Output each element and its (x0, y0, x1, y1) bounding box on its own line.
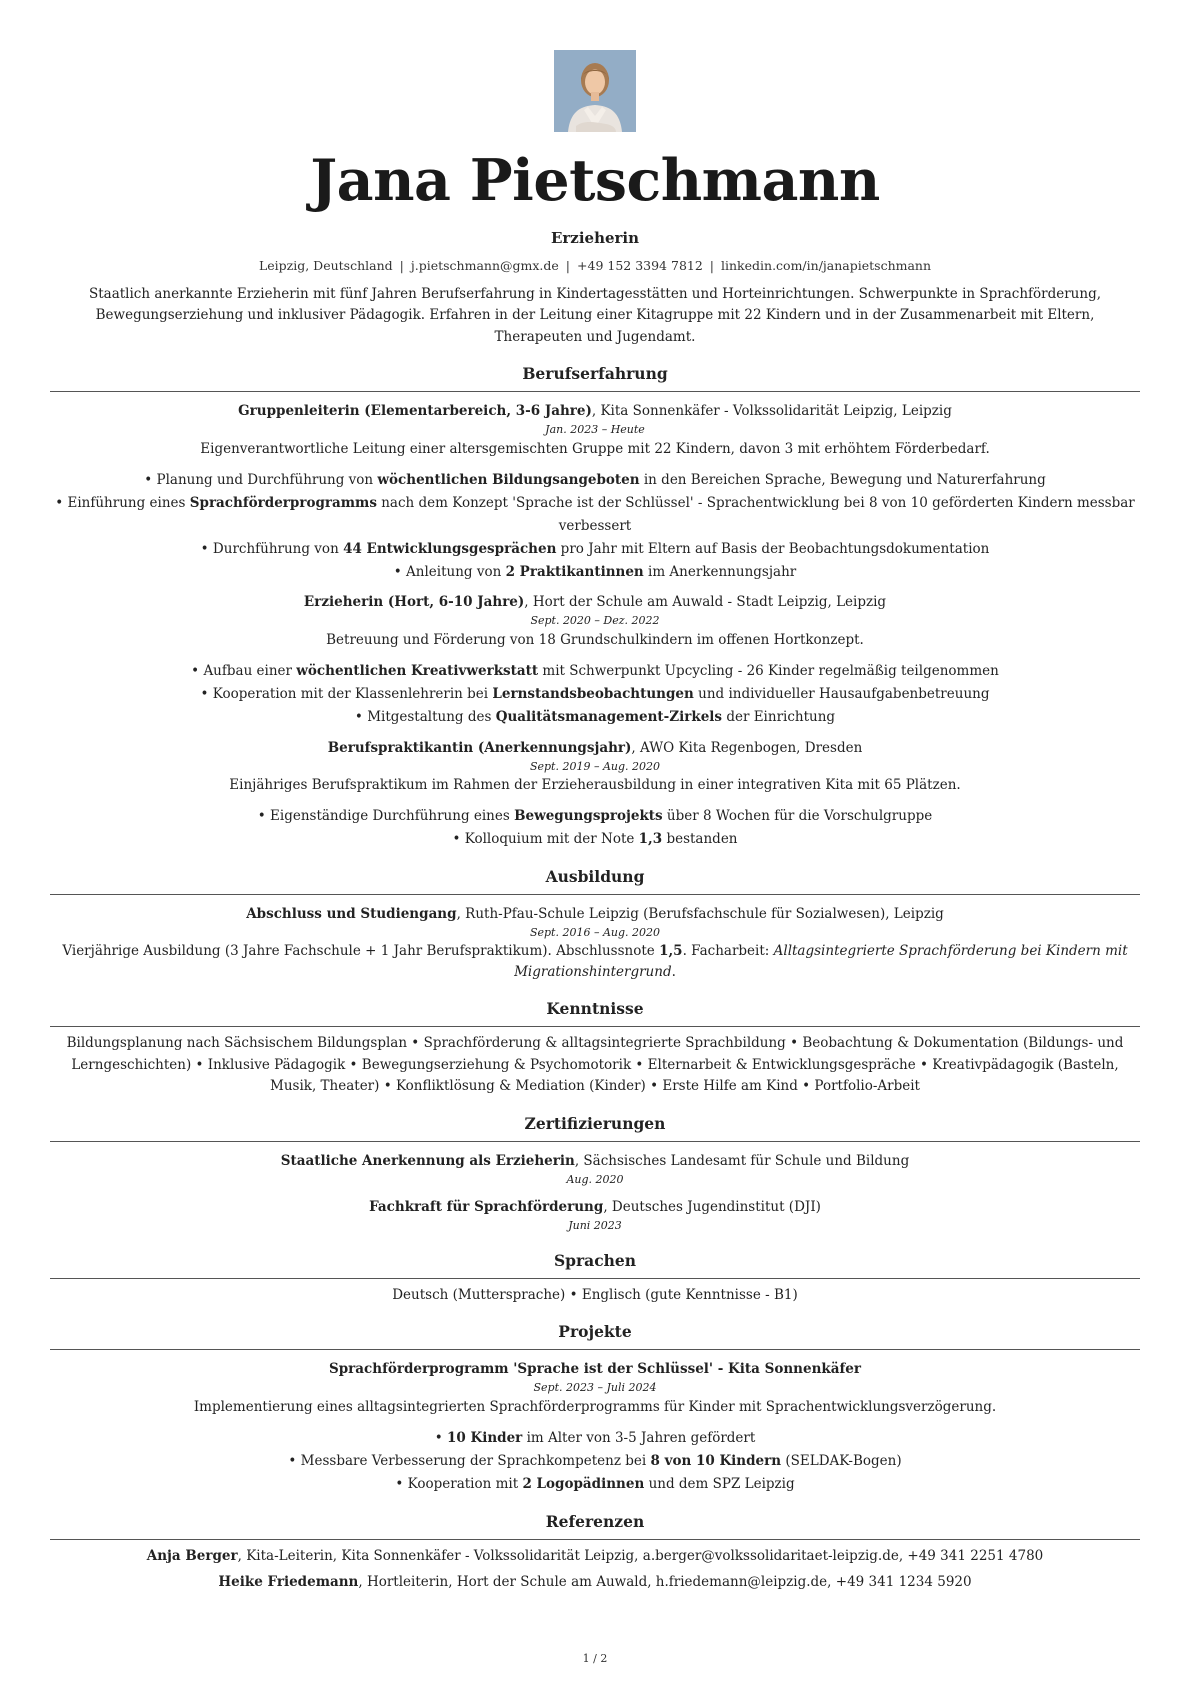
entry-position: Berufspraktikantin (Anerkennungsjahr) (327, 739, 632, 756)
bullet-item: • Planung und Durchführung von wöchentlichen Bildungsangeboten in den Bereichen Sprache, Bewegung und Naturerfahrung (50, 469, 1140, 492)
entry-date: Juni 2023 (568, 1219, 622, 1233)
entry-position: Gruppenleiterin (Elementarbereich, 3-6 Jahre) (238, 403, 592, 420)
education-degree: Abschluss und Studiengang (246, 905, 457, 922)
certification-name: Staatliche Anerkennung als Erzieherin (280, 1152, 575, 1169)
bullet-item: • Kolloquium mit der Note 1,3 bestanden (50, 828, 1140, 851)
entry-description: Eigenverantwortliche Leitung einer altersgemischten Gruppe mit 22 Kindern, davon 3 mit erhöhtem Förderbedarf. (200, 440, 990, 457)
contact-location: Leipzig, Deutschland (258, 258, 393, 274)
entry-date: Sept. 2023 – Juli 2024 (533, 1381, 657, 1395)
bullet-item: • Kooperation mit 2 Logopädinnen und dem SPZ Leipzig (50, 1473, 1140, 1496)
entry-heading (50, 401, 1140, 422)
entry-heading (50, 1151, 1140, 1172)
reference-details: , Kita-Leiterin, Kita Sonnenkäfer - Volkssolidarität Leipzig, a.berger@volkssolidaritaet-leipzig.de, +49 341 2251 4780 (237, 1547, 1044, 1564)
entry-heading (50, 592, 1140, 613)
reference-entry (50, 1572, 1140, 1593)
job-title: Erzieherin (550, 229, 640, 247)
entry-bullets (50, 1427, 1140, 1496)
section-title-experience: Berufserfahrung (50, 362, 1140, 392)
entry-bullets (50, 660, 1140, 729)
contact-line (50, 256, 1140, 275)
entry-heading (50, 738, 1140, 759)
contact-linkedin: linkedin.com/in/janapietschmann (721, 258, 932, 274)
section-title-education: Ausbildung (50, 865, 1140, 895)
education-entry (50, 904, 1140, 983)
reference-name: Anja Berger (146, 1547, 238, 1564)
contact-separator: | (565, 258, 571, 274)
reference-entry (50, 1546, 1140, 1567)
bullet-item: • 10 Kinder im Alter von 3-5 Jahren gefördert (50, 1427, 1140, 1450)
entry-date: Sept. 2019 – Aug. 2020 (529, 759, 661, 773)
contact-separator: | (709, 258, 715, 274)
entry-heading (50, 904, 1140, 925)
bullet-item: • Messbare Verbesserung der Sprachkompetenz bei 8 von 10 Kindern (SELDAK-Bogen) (50, 1450, 1140, 1473)
contact-separator: | (399, 258, 404, 274)
education-grade: 1,5 (659, 943, 683, 960)
entry-heading (50, 1359, 1140, 1380)
contact-phone: +49 152 3394 7812 (577, 258, 703, 274)
entry-organization: , AWO Kita Regenbogen, Dresden (631, 739, 863, 756)
education-school: , Ruth-Pfau-Schule Leipzig (Berufsfachschule für Sozialwesen), Leipzig (456, 905, 944, 922)
section-title-projects: Projekte (50, 1320, 1140, 1350)
entry-organization: , Kita Sonnenkäfer - Volkssolidarität Leipzig, Leipzig (591, 403, 952, 420)
section-title-references: Referenzen (50, 1510, 1140, 1540)
certification-name: Fachkraft für Sprachförderung (369, 1199, 604, 1216)
bullet-item: • Anleitung von 2 Praktikantinnen im Anerkennungsjahr (50, 561, 1140, 584)
profile-summary: Staatlich anerkannte Erzieherin mit fünf Jahren Berufserfahrung in Kindertagesstätten und Horteinrichtungen. Schwerpunkte in Sprachförderung, Bewegungserziehung und inklusiver Pädagogik. Erfahren in der Leitung einer Kitagruppe mit 22 Kindern und in der Zusammenarbeit mit Eltern, Therapeuten und Jugendamt. (88, 285, 1102, 345)
entry-description: Einjähriges Berufspraktikum im Rahmen der Erzieherausbildung in einer integrativen Kita mit 65 Plätzen. (229, 777, 961, 794)
entry-bullets (50, 469, 1140, 584)
certification-issuer: , Sächsisches Landesamt für Schule und Bildung (574, 1152, 910, 1169)
entry-heading (50, 1197, 1140, 1218)
bullet-item: • Aufbau einer wöchentlichen Kreativwerkstatt mit Schwerpunkt Upcycling - 26 Kinder regelmäßig teilgenommen (50, 660, 1140, 683)
entry-date: Aug. 2020 (566, 1172, 624, 1186)
skills-list: Bildungsplanung nach Sächsischem Bildungsplan • Sprachförderung & alltagsintegrierte Sprachbildung • Beobachtung & Dokumentation (Bildungs- und Lerngeschichten) • Inklusive Pädagogik • Bewegungserziehung & Psychomotorik • Elternarbeit & Entwicklungsgespräche • Kreativpädagogik (Basteln, Musik, Theater) • Konfliktlösung & Mediation (Kinder) • Erste Hilfe am Kind • Portfolio-Arbeit (66, 1035, 1124, 1095)
experience-entry (50, 738, 1140, 851)
education-thesis: Alltagsintegrierte Sprachförderung bei Kindern mit Migrationshintergrund (514, 943, 1128, 981)
entry-bullets (50, 805, 1140, 851)
experience-entry (50, 401, 1140, 583)
profile-photo (554, 50, 636, 132)
bullet-item: • Einführung eines Sprachförderprogramms nach dem Konzept 'Sprache ist der Schlüssel' - Sprachentwicklung bei 8 von 10 geförderten Kindern messbar verbessert (50, 492, 1140, 538)
candidate-name: Jana Pietschmann (310, 147, 880, 214)
certification-entry (50, 1151, 1140, 1188)
languages-list: Deutsch (Muttersprache) • Englisch (gute Kenntnisse - B1) (392, 1286, 798, 1303)
certification-entry (50, 1197, 1140, 1234)
entry-date: Sept. 2016 – Aug. 2020 (529, 925, 661, 939)
bullet-item: • Durchführung von 44 Entwicklungsgesprächen pro Jahr mit Eltern auf Basis der Beobachtungsdokumentation (50, 538, 1140, 561)
entry-date: Sept. 2020 – Dez. 2022 (530, 614, 660, 628)
project-name: Sprachförderprogramm 'Sprache ist der Schlüssel' - Kita Sonnenkäfer (328, 1361, 861, 1378)
bullet-item: • Eigenständige Durchführung eines Bewegungsprojekts über 8 Wochen für die Vorschulgruppe (50, 805, 1140, 828)
entry-description: Vierjährige Ausbildung (3 Jahre Fachschule + 1 Jahr Berufspraktikum). Abschlussnote 1,5. Facharbeit: Alltagsintegrierte Sprachförderung bei Kindern mit Migrationshintergrund. (62, 943, 1128, 981)
experience-entry (50, 592, 1140, 728)
entry-description: Implementierung eines alltagsintegrierten Sprachförderprogramms für Kinder mit Sprachentwicklungsverzögerung. (193, 1398, 997, 1415)
page-number: 1 / 2 (582, 1652, 608, 1665)
certification-issuer: , Deutsches Jugendinstitut (DJI) (603, 1199, 821, 1216)
bullet-item: • Kooperation mit der Klassenlehrerin bei Lernstandsbeobachtungen und individueller Hausaufgabenbetreuung (50, 683, 1140, 706)
section-title-skills: Kenntnisse (50, 997, 1140, 1027)
reference-name: Heike Friedemann (218, 1574, 359, 1591)
bullet-item: • Mitgestaltung des Qualitätsmanagement-Zirkels der Einrichtung (50, 706, 1140, 729)
section-title-languages: Sprachen (50, 1249, 1140, 1279)
entry-date: Jan. 2023 – Heute (545, 423, 645, 437)
contact-email: j.pietschmann@gmx.de (410, 258, 559, 274)
person-photo-icon (554, 50, 636, 132)
entry-description: Betreuung und Förderung von 18 Grundschulkindern im offenen Hortkonzept. (326, 631, 864, 648)
entry-position: Erzieherin (Hort, 6-10 Jahre) (303, 594, 525, 611)
reference-details: , Hortleiterin, Hort der Schule am Auwald, h.friedemann@leipzig.de, +49 341 1234 5920 (358, 1574, 972, 1591)
entry-organization: , Hort der Schule am Auwald - Stadt Leipzig, Leipzig (524, 594, 887, 611)
project-entry (50, 1359, 1140, 1495)
section-title-certifications: Zertifizierungen (50, 1112, 1140, 1142)
